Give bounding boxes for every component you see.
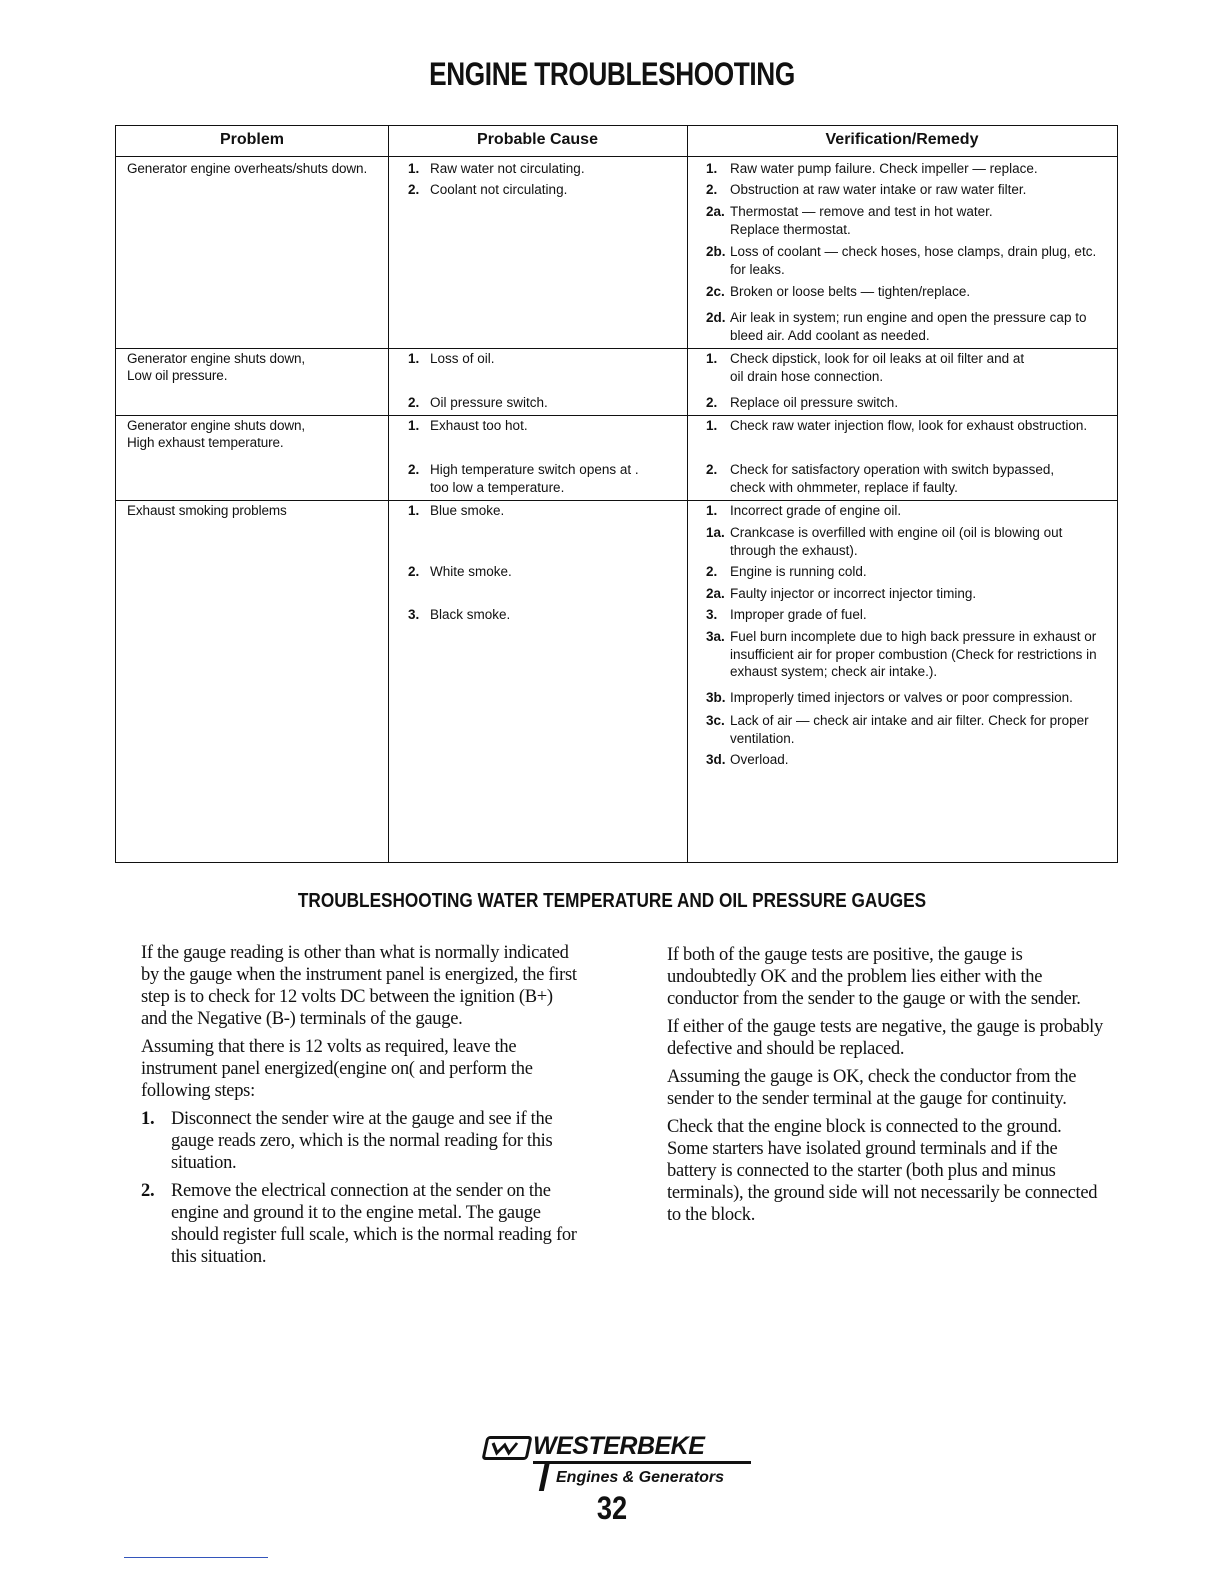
problem-low-oil: Generator engine shuts down, Low oil pressure.	[127, 351, 306, 383]
remedy-item: 2a. Thermostat — remove and test in hot water. Replace thermostat.	[706, 204, 993, 237]
cause-item: 2. Oil pressure switch.	[408, 395, 548, 410]
column-divider	[687, 126, 688, 862]
brand-name: WESTERBEKE	[533, 1432, 705, 1460]
cause-item: 1. Blue smoke.	[408, 503, 505, 518]
column-divider	[388, 126, 389, 862]
footer-rule	[124, 1557, 268, 1558]
problem-overheats: Generator engine overheats/shuts down.	[127, 161, 368, 176]
remedy-item: 1. Incorrect grade of engine oil.	[706, 503, 902, 518]
troubleshooting-table	[115, 125, 1118, 863]
row-divider	[116, 415, 1117, 416]
remedy-item: 3. Improper grade of fuel.	[706, 607, 867, 622]
brand-tagline: Engines & Generators	[556, 1469, 725, 1486]
gauge-paragraph: If either of the gauge tests are negative, the gauge is probably defective and should be replaced.	[667, 1017, 1103, 1059]
remedy-item: 3b. Improperly timed injectors or valves or poor compression.	[706, 690, 1073, 705]
row-divider	[116, 500, 1117, 501]
gauge-step: Remove the electrical connection at the sender on the engine and ground it to the engine metal. The gauge should register full scale, which is the normal reading for this situation.	[171, 1181, 577, 1267]
problem-high-exhaust: Generator engine shuts down, High exhaust temperature.	[127, 418, 306, 450]
remedy-item: 1a. Crankcase is overfilled with engine oil (oil is blowing out through the exhaust).	[706, 525, 1063, 558]
remedy-item: 3a. Fuel burn incomplete due to high back pressure in exhaust or insufficient air for proper combustion (Check for restrictions in exhaust system; check air intake.).	[706, 629, 1097, 679]
step-number: 1.	[141, 1109, 155, 1129]
header-probable-cause: Probable Cause	[477, 131, 598, 148]
header-divider	[116, 156, 1117, 157]
remedy-item: 2. Check for satisfactory operation with switch bypassed, check with ohmmeter, replace if faulty.	[706, 462, 1055, 495]
cause-item: 2. High temperature switch opens at . too low a temperature.	[408, 462, 639, 495]
gauge-paragraph: Assuming that there is 12 volts as required, leave the instrument panel energized(engine on( and perform the following steps:	[141, 1037, 533, 1101]
cause-item: 3. Black smoke.	[408, 607, 511, 622]
remedy-item: 2c. Broken or loose belts — tighten/replace.	[706, 284, 971, 299]
page-title: ENGINE TROUBLESHOOTING	[429, 56, 795, 92]
remedy-item: 2. Replace oil pressure switch.	[706, 395, 899, 410]
remedy-item: 2. Engine is running cold.	[706, 564, 867, 579]
remedy-item: 2d. Air leak in system; run engine and open the pressure cap to bleed air. Add coolant as needed.	[706, 310, 1087, 343]
remedy-item: 1. Check raw water injection flow, look for exhaust obstruction.	[706, 418, 1088, 433]
remedy-item: 2b. Loss of coolant — check hoses, hose clamps, drain plug, etc. for leaks.	[706, 244, 1097, 277]
gauge-paragraph: Assuming the gauge is OK, check the conductor from the sender to the sender terminal at the gauge for continuity.	[667, 1067, 1077, 1109]
problem-exhaust-smoking: Exhaust smoking problems	[127, 503, 287, 518]
header-problem: Problem	[219, 131, 284, 148]
gauge-paragraph: If the gauge reading is other than what is normally indicated by the gauge when the instrument panel is energized, the first step is to check for 12 volts DC between the ignition (B+) and the Negative (B-) terminals of the gauge.	[141, 943, 577, 1029]
remedy-item: 2a. Faulty injector or incorrect injector timing.	[706, 586, 977, 601]
step-number: 2.	[141, 1181, 155, 1201]
cause-item: 2. White smoke.	[408, 564, 512, 579]
remedy-item: 1. Check dipstick, look for oil leaks at oil filter and at oil drain hose connection.	[706, 351, 1025, 384]
section-heading: TROUBLESHOOTING WATER TEMPERATURE AND OIL PRESSURE GAUGES	[297, 890, 927, 912]
gauge-step: Disconnect the sender wire at the gauge and see if the gauge reads zero, which is the normal reading for this situation.	[171, 1109, 553, 1173]
westerbeke-logo-icon	[481, 1436, 532, 1460]
remedy-item: 3d. Overload.	[706, 752, 789, 767]
logo-rule	[533, 1461, 751, 1464]
cause-item: 2. Coolant not circulating.	[408, 182, 568, 197]
cause-item: 1. Exhaust too hot.	[408, 418, 528, 433]
remedy-item: 1. Raw water pump failure. Check impeller — replace.	[706, 161, 1038, 176]
gauge-paragraph: Check that the engine block is connected to the ground. Some starters have isolated ground terminals and if the battery is connected to the starter (both plus and minus terminals), the ground side will not necessarily be connected to the block.	[667, 1117, 1098, 1225]
gauge-paragraph: If both of the gauge tests are positive, the gauge is undoubtedly OK and the problem lies either with the conductor from the sender to the gauge or with the sender.	[667, 945, 1081, 1009]
logo-stem	[539, 1461, 550, 1491]
remedy-item: 3c. Lack of air — check air intake and air filter. Check for proper ventilation.	[706, 713, 1089, 746]
page-number: 32	[596, 1490, 628, 1526]
remedy-item: 2. Obstruction at raw water intake or raw water filter.	[706, 182, 1027, 197]
header-verification-remedy: Verification/Remedy	[825, 131, 979, 148]
cause-item: 1. Raw water not circulating.	[408, 161, 585, 176]
cause-item: 1. Loss of oil.	[408, 351, 495, 366]
row-divider	[116, 348, 1117, 349]
